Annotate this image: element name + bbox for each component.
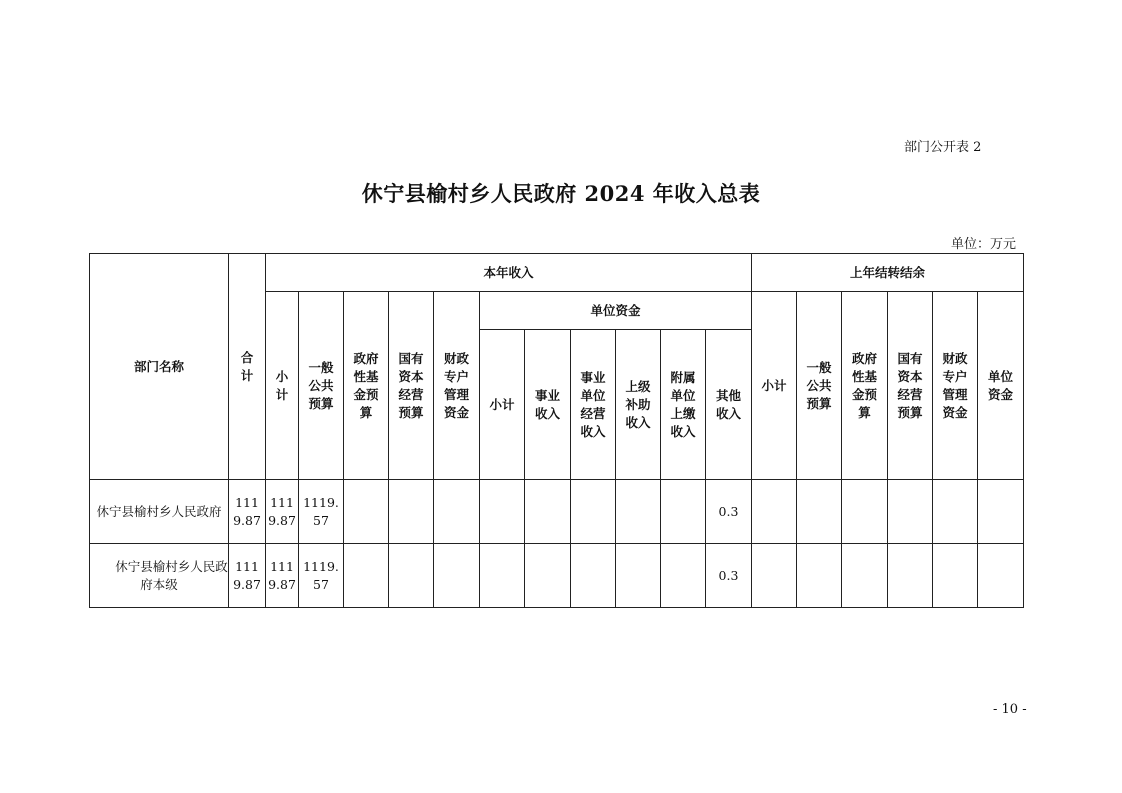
header-prev-subtotal: 小计 [752, 292, 797, 480]
row-cell [434, 480, 480, 544]
header-uf-other: 其他收入 [706, 330, 752, 480]
row-cell [480, 544, 525, 608]
header-uf-operating: 事业单位经营收入 [571, 330, 616, 480]
row-cell [752, 480, 797, 544]
row-cell [389, 544, 434, 608]
header-uf-subsidy: 上级补助收入 [616, 330, 661, 480]
row-cell [616, 544, 661, 608]
row-cur-subtotal: 1119.87 [266, 480, 299, 544]
row-cell [344, 544, 389, 608]
row-dept-name: 休宁县榆村乡人民政府本级 [90, 544, 229, 608]
row-uf-other: 0.3 [706, 544, 752, 608]
row-uf-other: 0.3 [706, 480, 752, 544]
row-cell [480, 480, 525, 544]
page-title: 休宁县榆村乡人民政府 2024 年收入总表 [361, 181, 761, 206]
header-prev-unit-funds: 单位资金 [978, 292, 1024, 480]
header-prev-year: 上年结转结余 [752, 254, 1024, 292]
header-cur-fiscal-special: 财政专户管理资金 [434, 292, 480, 480]
row-cell [842, 544, 888, 608]
row-dept-name: 休宁县榆村乡人民政府 [90, 480, 229, 544]
row-cell [525, 480, 571, 544]
row-cell [797, 544, 842, 608]
header-prev-fiscal-special: 财政专户管理资金 [933, 292, 978, 480]
header-cur-general: 一般公共预算 [299, 292, 344, 480]
header-prev-gov-fund: 政府性基金预算 [842, 292, 888, 480]
row-cell [752, 544, 797, 608]
form-number: 部门公开表 2 [904, 140, 982, 155]
row-cell [933, 480, 978, 544]
header-cur-state-capital: 国有资本经营预算 [389, 292, 434, 480]
header-dept-name: 部门名称 [90, 254, 229, 480]
table-row [90, 544, 1024, 608]
page-number: - 10 - [993, 702, 1027, 717]
row-cell [571, 544, 616, 608]
header-prev-state-capital: 国有资本经营预算 [888, 292, 933, 480]
row-cell [797, 480, 842, 544]
table-row [90, 480, 1024, 544]
row-cur-subtotal: 1119.87 [266, 544, 299, 608]
header-current-year: 本年收入 [266, 254, 752, 292]
row-cell [344, 480, 389, 544]
row-cell [434, 544, 480, 608]
row-cell [661, 544, 706, 608]
row-cell [933, 544, 978, 608]
income-summary-table [89, 253, 1024, 608]
row-cell [978, 480, 1024, 544]
header-uf-business: 事业收入 [525, 330, 571, 480]
row-cell [525, 544, 571, 608]
row-cell [616, 480, 661, 544]
row-cell [571, 480, 616, 544]
unit-label: 单位：万元 [951, 237, 1017, 252]
row-cell [888, 480, 933, 544]
row-cur-general: 1119.57 [299, 544, 344, 608]
row-cell [661, 480, 706, 544]
header-prev-general: 一般公共预算 [797, 292, 842, 480]
row-cur-general: 1119.57 [299, 480, 344, 544]
header-cur-gov-fund: 政府性基金预算 [344, 292, 389, 480]
header-unit-funds: 单位资金 [480, 292, 752, 330]
row-total: 1119.87 [229, 544, 266, 608]
row-total: 1119.87 [229, 480, 266, 544]
header-total: 合计 [229, 254, 266, 480]
header-uf-affiliated: 附属单位上缴收入 [661, 330, 706, 480]
row-cell [842, 480, 888, 544]
row-cell [888, 544, 933, 608]
row-cell [389, 480, 434, 544]
header-cur-subtotal: 小计 [266, 292, 299, 480]
header-uf-subtotal: 小计 [480, 330, 525, 480]
row-cell [978, 544, 1024, 608]
